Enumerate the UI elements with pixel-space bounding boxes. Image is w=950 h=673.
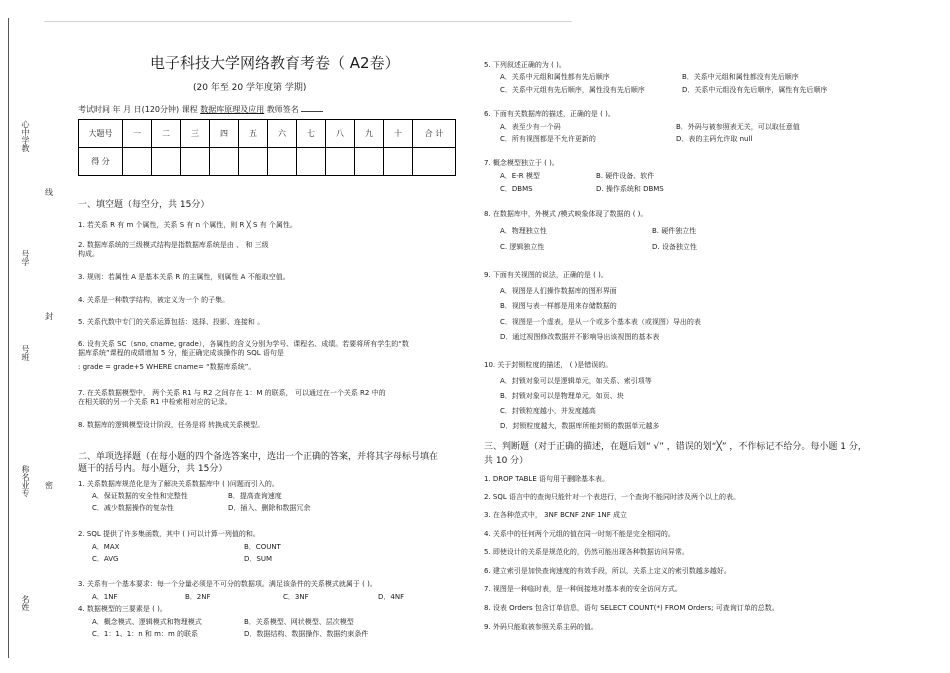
score-cell[interactable] — [413, 148, 456, 176]
s2-q7-stem: 7. 概念模型独立于 ( )。 — [484, 159, 559, 167]
s2-q6-option: B．外码与被参照表无关，可以取任意值 — [676, 123, 800, 131]
s2-q6-option: D．表的主码允许取 null — [676, 135, 753, 143]
score-cell[interactable] — [239, 148, 268, 176]
s2-q1-option: A．保证数据的安全性和完整性 — [92, 492, 188, 500]
s1-question: 构成。 — [78, 250, 99, 258]
section2-title: 题干的括号内。每小题分，共 15分） — [78, 464, 228, 474]
s2-q2-stem: 2. SQL 提供了许多集函数，其中 ( )可以计算一列值的和。 — [78, 530, 260, 538]
s2-q3-option: D．4NF — [378, 593, 405, 601]
s2-q1-stem: 1. 关系数据库规范化是为了解决关系数据库中 ( )问题而引入的。 — [78, 480, 279, 488]
s2-q8-option: C. 逻辑独立性 — [500, 243, 545, 251]
section2-title: 二、单项选择题（在每小题的四个备选答案中，选出一个正确的答案，并将其字母标号填在 — [78, 452, 439, 462]
exam-subtitle: (20 年至 20 学年度第 学期) — [193, 83, 307, 93]
s2-q5-stem: 5. 下列叙述正确的为 ( )。 — [484, 61, 566, 69]
s2-q8-stem: 8. 在数据库中，外模式 /模式映象体现了数据的 ( )。 — [484, 210, 648, 218]
s3-question: 5. 即使设计的关系是规范化的，仍然可能出现各种数据访问异常。 — [484, 548, 689, 556]
teacher-signature-label: 教师签名 — [266, 105, 299, 114]
score-cell[interactable] — [326, 148, 355, 176]
score-row-label: 得 分 — [79, 148, 123, 176]
score-header-cell: 三 — [181, 120, 210, 148]
strip-field-center: 心中学教 — [21, 120, 30, 152]
s2-q7-option: B. 硬件设备、软件 — [596, 172, 655, 180]
score-header-cell: 八 — [326, 120, 355, 148]
s3-question: 4. 关系中的任何两个元组的值在同一时刻不能是完全相同的。 — [484, 530, 675, 538]
s2-q1-option: D．插入、删除和数据冗余 — [228, 504, 311, 512]
exam-title: 电子科技大学网络教育考卷（ A2卷） — [150, 54, 400, 72]
s2-q1-option: C．减少数据操作的复杂性 — [92, 504, 174, 512]
s3-question: 9. 外码只能取被参照关系主码的值。 — [484, 623, 598, 631]
s1-question: : grade = grade+5 WHERE cname= “数据库系统”。 — [78, 363, 256, 371]
score-cell[interactable] — [210, 148, 239, 176]
s1-question: 3. 规则：若属性 A 是基本关系 R 的主属性，则属性 A 不能取空值。 — [78, 273, 290, 281]
strip-field-name: 名姓 — [21, 595, 30, 611]
s3-question: 2. SQL 语言中的查询只能针对一个表进行，一个查询不能同时涉及两个以上的表。 — [484, 493, 740, 501]
s1-question: 7. 在关系数据模型中， 两个关系 R1 与 R2 之间存在 1：M 的联系， 可以通过在一个关系 R2 中的 — [78, 389, 386, 397]
s2-q2-option: C．AVG — [92, 555, 119, 563]
seal-word-seal: 封 — [45, 312, 53, 321]
s2-q10-option: B．封锁对象可以是物理单元，如页、块 — [500, 392, 624, 400]
s2-q3-option: C．3NF — [283, 593, 309, 601]
s2-q8-option: D. 设备独立性 — [652, 243, 697, 251]
s2-q6-option: A．表至少有一个码 — [500, 123, 561, 131]
s2-q7-option: D. 操作系统和 DBMS — [596, 185, 664, 193]
score-header-cell: 九 — [355, 120, 384, 148]
s2-q3-option: A．1NF — [92, 593, 118, 601]
score-header-cell: 七 — [297, 120, 326, 148]
s2-q5-option: C．关系中元组有先后顺序，属性没有先后顺序 — [500, 86, 645, 94]
score-header-cell: 大题号 — [79, 120, 123, 148]
s2-q2-option: D．SUM — [244, 555, 272, 563]
s2-q4-option: B．关系模型、网状模型、层次模型 — [244, 618, 354, 626]
s2-q5-option: B．关系中元组和属性都没有先后顺序 — [682, 73, 799, 81]
s2-q3-option: B．2NF — [185, 593, 211, 601]
s1-question: 5. 关系代数中专门的关系运算包括：选择、投影、连接和 。 — [78, 318, 265, 326]
score-header-cell: 二 — [152, 120, 181, 148]
s2-q3-stem: 3. 关系有一个基本要求：每一个分量必须是不可分的数据项。满足该条件的关系模式就属于 ( )。 — [78, 580, 377, 588]
s2-q4-stem: 4. 数据模型的三要素是 ( )。 — [78, 605, 167, 613]
s1-question: 4. 关系是一种数学结构，被定义为一个 的子集。 — [78, 296, 230, 304]
score-cell[interactable] — [181, 148, 210, 176]
s2-q2-option: B．COUNT — [244, 543, 281, 551]
s1-question: 2. 数据库系统的三级模式结构是指数据库系统是由 、 和 三级 — [78, 241, 269, 249]
seal-word-line: 线 — [45, 188, 53, 197]
s3-question: 1. DROP TABLE 语句用于删除基本表。 — [484, 475, 609, 483]
score-header-cell: 四 — [210, 120, 239, 148]
strip-field-class: 号班 — [21, 345, 30, 361]
s1-question: 8. 数据库的逻辑模型设计阶段，任务是将 转换成关系模型。 — [78, 421, 265, 429]
s2-q4-option: A．概念模式、逻辑模式和物理模式 — [92, 618, 202, 626]
s2-q8-option: B. 硬件独立性 — [652, 227, 697, 235]
score-header-cell: 合 计 — [413, 120, 456, 148]
cut-dotted-line: ………………………………………………………………………………………………………………………………………………………………………………………………………………………………………… — [44, 17, 572, 24]
course-name: 数据库原理及应用 — [200, 105, 265, 114]
score-table — [78, 119, 456, 176]
s1-question: 在相关联的另一个关系 R1 中检索相对应的记录。 — [78, 398, 232, 406]
score-header-cell: 十 — [384, 120, 413, 148]
seal-word-secret: 密 — [45, 481, 53, 490]
s2-q7-option: C．DBMS — [500, 185, 533, 193]
s2-q6-option: C．所有视图都是不允许更新的 — [500, 135, 596, 143]
s2-q6-stem: 6. 下面有关数据库的描述，正确的是 ( )。 — [484, 110, 615, 118]
strip-field-major: 称名业专 — [21, 465, 30, 497]
section3-title: 三、判断题（对于正确的描述，在题后划“ √” ，错误的划“╳” ，不作标记不给分。每小题 1 分， — [484, 442, 867, 452]
s2-q4-option: C．1：1、1：n 和 m：m 的联系 — [92, 630, 198, 638]
score-header-cell: 六 — [268, 120, 297, 148]
score-header-cell: 一 — [123, 120, 152, 148]
exam-info-line — [78, 103, 323, 115]
s2-q9-option: D．通过视图修改数据并不影响导出该视图的基本表 — [500, 333, 660, 341]
exam-info: 考试时间 年 月 日(120分钟) 课程 — [78, 105, 198, 114]
s2-q9-option: A．视图是人们操作数据库的图形界面 — [500, 287, 617, 295]
s2-q10-stem: 10. 关于封锁粒度的描述， ( )是错误的。 — [484, 361, 613, 369]
s1-question: 据库系统”课程的成绩增加 5 分，能正确完成该操作的 SQL 语句是 — [78, 349, 284, 357]
s2-q7-option: A．E-R 模型 — [500, 172, 540, 180]
s2-q1-option: B．提高查询速度 — [228, 492, 282, 500]
strip-field-student-id: 号学 — [21, 250, 30, 266]
s2-q9-option: C．视图是一个虚表，是从一个或多个基本表（或视图）导出的表 — [500, 318, 701, 326]
s2-q9-stem: 9. 下面有关视图的说法，正确的是 ( )。 — [484, 271, 608, 279]
score-cell[interactable] — [268, 148, 297, 176]
score-table-header-row — [79, 120, 456, 148]
score-cell[interactable] — [152, 148, 181, 176]
s3-question: 7. 视图是一种临时表，是一种间接地对基本表的安全访问方式。 — [484, 585, 682, 593]
s1-question: 6. 设有关系 SC（sno, cname, grade），各属性的含义分别为学号、课程名、成绩。若要将所有学生的“数 — [78, 340, 409, 348]
s1-question: 1. 若关系 R 有 m 个属性，关系 S 有 n 个属性，则 R ╳ S 有 个属性。 — [78, 221, 297, 229]
score-cell[interactable] — [384, 148, 413, 176]
s2-q9-option: B．视图与表一样都是用来存储数据的 — [500, 302, 617, 310]
s3-question: 6. 建立索引是加快查询速度的有效手段，所以，关系上定义的索引数越多越好。 — [484, 567, 731, 575]
score-header-cell: 五 — [239, 120, 268, 148]
s2-q10-option: C．封锁粒度越小，并发度越高 — [500, 407, 596, 415]
score-cell[interactable] — [355, 148, 384, 176]
s2-q5-option: D．关系中元组没有先后顺序，属性有先后顺序 — [682, 86, 828, 94]
s2-q8-option: A．物理独立性 — [500, 227, 547, 235]
section3-title: 共 10 分） — [484, 456, 529, 466]
binding-line — [8, 18, 9, 658]
s3-question: 3. 在各种范式中， 3NF BCNF 2NF 1NF 成立 — [484, 511, 628, 519]
s3-question: 8. 设表 Orders 包含订单信息，语句 SELECT COUNT(*) FROM Orders; 可查询订单的总数。 — [484, 604, 779, 612]
section1-title: 一、填空题（每空分，共 15分） — [78, 200, 210, 210]
s2-q5-option: A．关系中元组和属性都有先后顺序 — [500, 73, 610, 81]
s2-q10-option: D．封锁粒度越大，数据库所能封锁的数据单元越多 — [500, 422, 660, 430]
s2-q4-option: D．数据结构、数据操作、数据约束条件 — [244, 630, 369, 638]
teacher-signature-blank — [301, 103, 323, 112]
score-cell[interactable] — [123, 148, 152, 176]
s2-q2-option: A．MAX — [92, 543, 120, 551]
score-cell[interactable] — [297, 148, 326, 176]
s2-q10-option: A．封锁对象可以是逻辑单元，如关系、索引项等 — [500, 377, 652, 385]
score-table-score-row — [79, 148, 456, 176]
